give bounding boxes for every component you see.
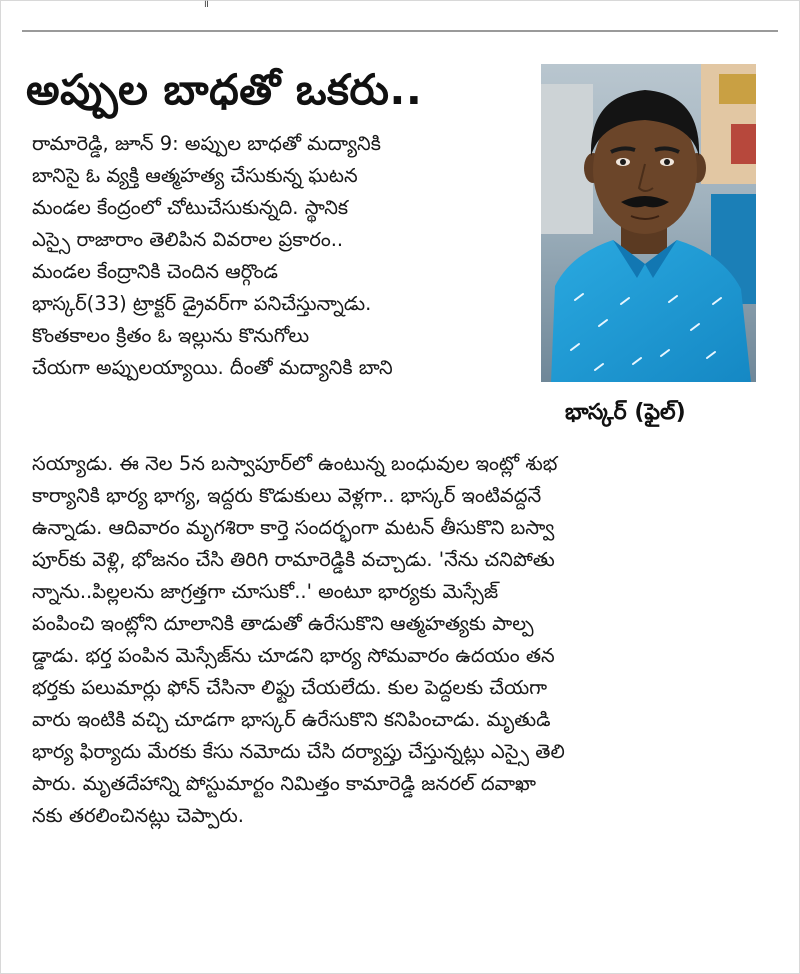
body-line: సయ్యాడు. ఈ నెల 5న బస్వాపూర్‌లో ఉంటున్న బంధువుల ఇంట్లో శుభ: [32, 452, 558, 475]
body-line: పంపించి ఇంట్లోని దూలానికి తాడుతో ఉరేసుకొని ఆత్మహత్యకు పాల్ప: [32, 612, 534, 635]
body-line: డ్డాడు. భర్త పంపిన మెస్సేజ్‌ను చూడని భార్య సోమవారం ఉదయం తన: [32, 644, 555, 667]
body-line: భార్య ఫిర్యాదు మేరకు కేసు నమోదు చేసి దర్యాప్తు చేస్తున్నట్లు ఎస్సై తెలి: [32, 740, 565, 763]
article-body-full-width: [32, 448, 772, 832]
body-line: బానిసై ఓ వ్యక్తి ఆత్మహత్య చేసుకున్న ఘటన: [32, 164, 358, 187]
body-line: వారు ఇంటికి వచ్చి చూడగా భాస్కర్ ఉరేసుకొని కనిపించాడు. మృతుడి: [32, 708, 551, 731]
article-headline: అప్పుల బాధతో ఒకరు..: [26, 65, 423, 114]
body-line: రామారెడ్డి, జూన్ 9: అప్పుల బాధతో మద్యానికి: [32, 132, 381, 155]
body-line: భాస్కర్(33) ట్రాక్టర్ డ్రైవర్‌గా పనిచేస్తున్నాడు.: [32, 292, 372, 315]
man-portrait-image: [541, 64, 756, 382]
body-line: ఉన్నాడు. ఆదివారం మృగశిరా కార్తె సందర్భంగా మటన్ తీసుకొని బస్వా: [32, 516, 555, 539]
body-line: భర్తకు పలుమార్లు ఫోన్ చేసినా లిఫ్టు చేయలేదు. కుల పెద్దలకు చేయగా: [32, 676, 548, 699]
article-photo: [541, 64, 756, 382]
photo-caption: భాస్కర్ (ఫైల్): [565, 400, 686, 425]
body-line: మండల కేంద్రంలో చోటుచేసుకున్నది. స్థానిక: [32, 196, 349, 219]
body-line: న్నాను..పిల్లలను జాగ్రత్తగా చూసుకో..' అంటూ భార్యకు మెస్సేజ్: [32, 580, 499, 603]
body-line: ఎస్సై రాజారాం తెలిపిన వివరాల ప్రకారం..: [32, 228, 344, 251]
body-line: కొంతకాలం క్రితం ఓ ఇల్లును కొనుగోలు: [32, 324, 310, 347]
body-line: చేయగా అప్పులయ్యాయి. దీంతో మద్యానికి బాని: [32, 356, 393, 379]
body-line: కార్యానికి భార్య భాగ్య, ఇద్దరు కొడుకులు వెళ్లగా.. భాస్కర్ ఇంటివద్దనే: [32, 484, 542, 507]
article-body-beside-photo: [32, 128, 522, 384]
body-line: పూర్‌కు వెళ్లి, భోజనం చేసి తిరిగి రామారెడ్డికి వచ్చాడు. 'నేను చనిపోతు: [32, 548, 555, 571]
top-text-fragment: ॥: [203, 0, 209, 10]
body-line: నకు తరలించినట్లు చెప్పారు.: [32, 804, 244, 827]
body-line: మండల కేంద్రానికి చెందిన ఆర్గొండ: [32, 260, 278, 283]
body-line: పారు. మృతదేహాన్ని పోస్టుమార్టం నిమిత్తం కామారెడ్డి జనరల్ దవాఖా: [32, 772, 537, 795]
top-divider: [22, 30, 778, 32]
